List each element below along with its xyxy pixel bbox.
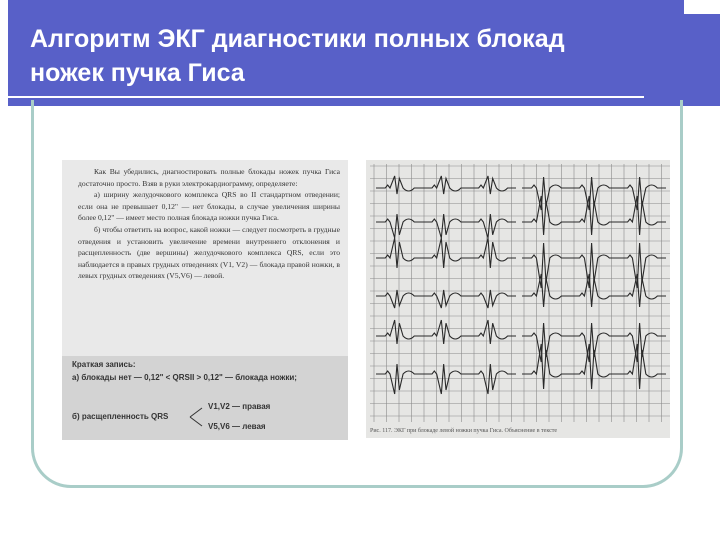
- summary-line-b-left: V5,V6 — левая: [208, 422, 266, 431]
- summary-line-b: б) расщепленность QRS: [72, 412, 169, 421]
- text-paragraph: Как Вы убедились, диагностировать полные блокады ножек пучка Гиса достаточно просто. Взяв в руки электрокардиограмму, определяете:: [78, 167, 340, 188]
- summary-heading: Краткая запись:: [72, 360, 136, 369]
- ecg-tracing: [366, 160, 670, 438]
- ecg-trace: [376, 214, 516, 238]
- title-underline: [8, 96, 644, 98]
- brace-arrows: [188, 402, 206, 432]
- slide-title: [30, 22, 670, 90]
- ecg-trace: [522, 196, 666, 235]
- ecg-trace: [376, 238, 516, 268]
- text-paragraph: а) ширину желудочкового комплекса QRS во II стандартном отведении; если она не превышает 0,12" — нет блокады, в случае увеличения ширины более 0,12" — имеет место полная блокада ножки пучка Гиса.: [78, 190, 340, 223]
- scanned-text-page: [62, 160, 348, 440]
- summary-line-b-right: V1,V2 — правая: [208, 402, 271, 411]
- summary-line-a: а) блокады нет — 0,12" < QRSII > 0,12" — блокада ножки;: [72, 373, 297, 382]
- title-box: [8, 0, 720, 106]
- ecg-caption: Рис. 117. ЭКГ при блокаде левой ножки пучка Гиса. Объяснение в тексте: [370, 428, 558, 434]
- ecg-trace: [376, 364, 516, 394]
- slide-title-line1: Алгоритм ЭКГ диагностики полных блокад: [30, 25, 565, 53]
- corner-strip: [684, 0, 720, 14]
- ecg-trace: [522, 274, 666, 307]
- ecg-trace: [376, 290, 516, 308]
- ecg-figure: [366, 160, 670, 438]
- ecg-trace: [522, 344, 666, 389]
- ecg-trace: [376, 320, 516, 344]
- text-paragraph: б) чтобы ответить на вопрос, какой ножки — следует посмотреть в грудные отведения и установить увеличение времени внутреннего отклонения и расщепленность (две вершины) желудочкового комплекса QRS, если это наблюдается в правых грудных отведениях (V1, V2) — блокада правой ножки, в левых грудных отведениях (V5,V6) — левой.: [78, 224, 340, 281]
- slide-title-line2: ножек пучка Гиса: [30, 59, 245, 87]
- summary-box: [62, 356, 348, 440]
